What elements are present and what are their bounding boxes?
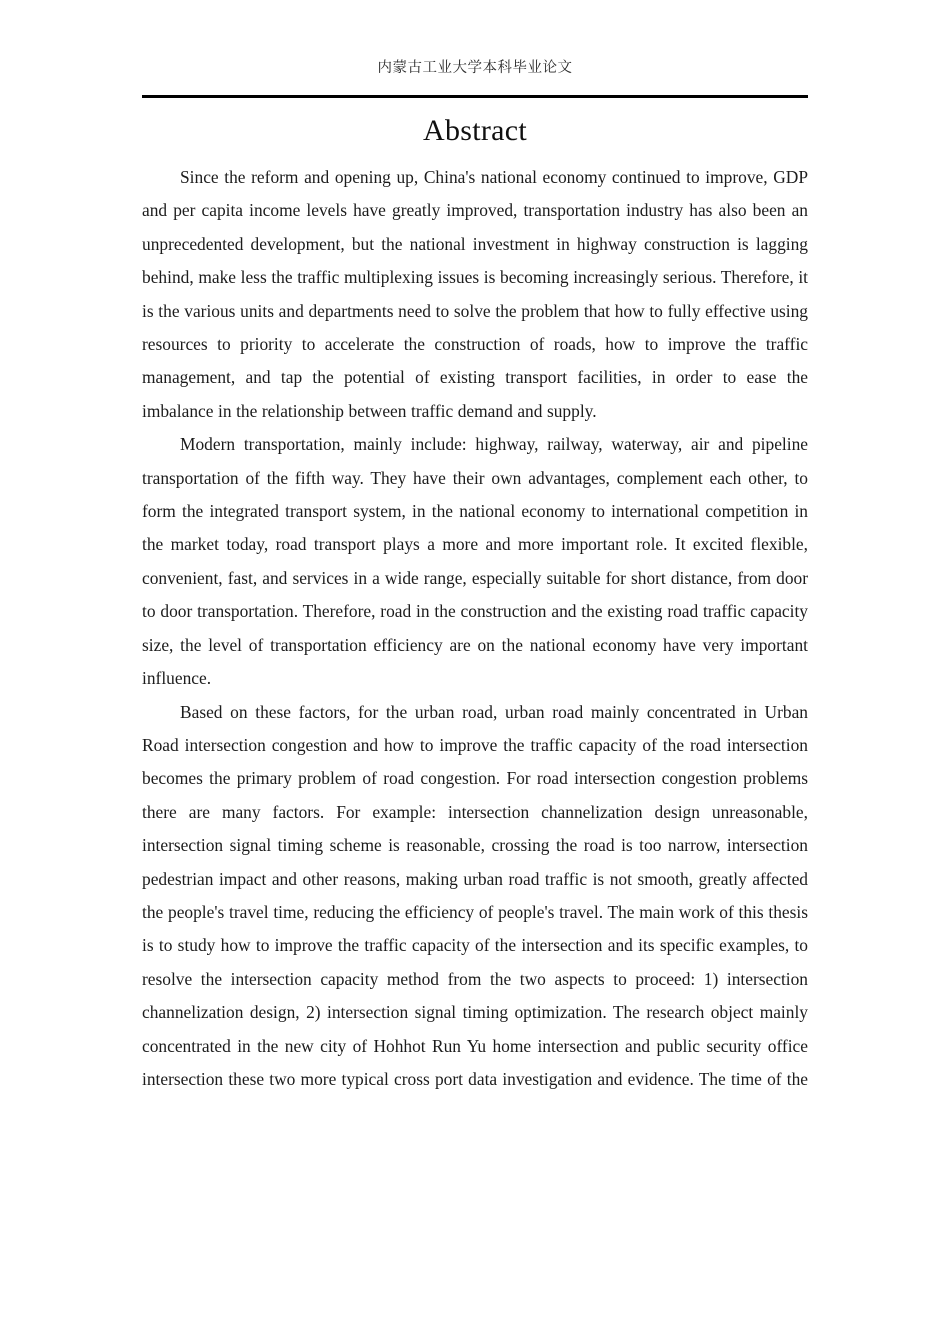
- header-divider: [142, 95, 808, 98]
- page-header-text: 内蒙古工业大学本科毕业论文: [377, 60, 573, 76]
- abstract-body: [142, 161, 808, 1130]
- paragraph: Based on these factors, for the urban road, urban road mainly concentrated in Urban Road intersection congestion and how to improve the traffic capacity of the road intersection becomes the primary problem of road congestion. For road intersection congestion problems there are many factors. For example: intersection channelization design unreasonable, intersection signal timing scheme is reasonable, crossing the road is too narrow, intersection pedestrian impact and other reasons, making urban road traffic is not smooth, greatly affected the people's travel time, reducing the efficiency of people's travel. The main work of this thesis is to study how to improve the traffic capacity of the intersection and its specific examples, to resolve the intersection capacity method from the two aspects to proceed: 1) intersection channelization design, 2) intersection signal timing optimization. The research object mainly concentrated in the new city of Hohhot Run Yu home intersection and public security office intersection these two more typical cross port data investigation and evidence. The time of the: [142, 701, 808, 1089]
- page-title: Abstract: [422, 114, 528, 147]
- paragraph: Since the reform and opening up, China's national economy continued to improve, GDP and per capita income levels have greatly improved, transportation industry has also been an unprecedented development, but the national investment in highway construction is lagging behind, make less the traffic multiplexing issues is becoming increasingly serious. Therefore, it is the various units and departments need to solve the problem that how to fully effective using resources to priority to accelerate the construction of roads, how to improve the traffic management, and tap the potential of existing transport facilities, in order to ease the imbalance in the relationship between traffic demand and supply.: [142, 167, 808, 421]
- paragraph: Modern transportation, mainly include: highway, railway, waterway, air and pipeline transportation of the fifth way. They have their own advantages, complement each other, to form the integrated transport system, in the national economy to international competition in the market today, road transport plays a more and more important role. It excited flexible, convenient, fast, and services in a wide range, especially suitable for short distance, from door to door transportation. Therefore, road in the construction and the existing road traffic capacity size, the level of transportation efficiency are on the national economy have very important influence.: [142, 434, 808, 689]
